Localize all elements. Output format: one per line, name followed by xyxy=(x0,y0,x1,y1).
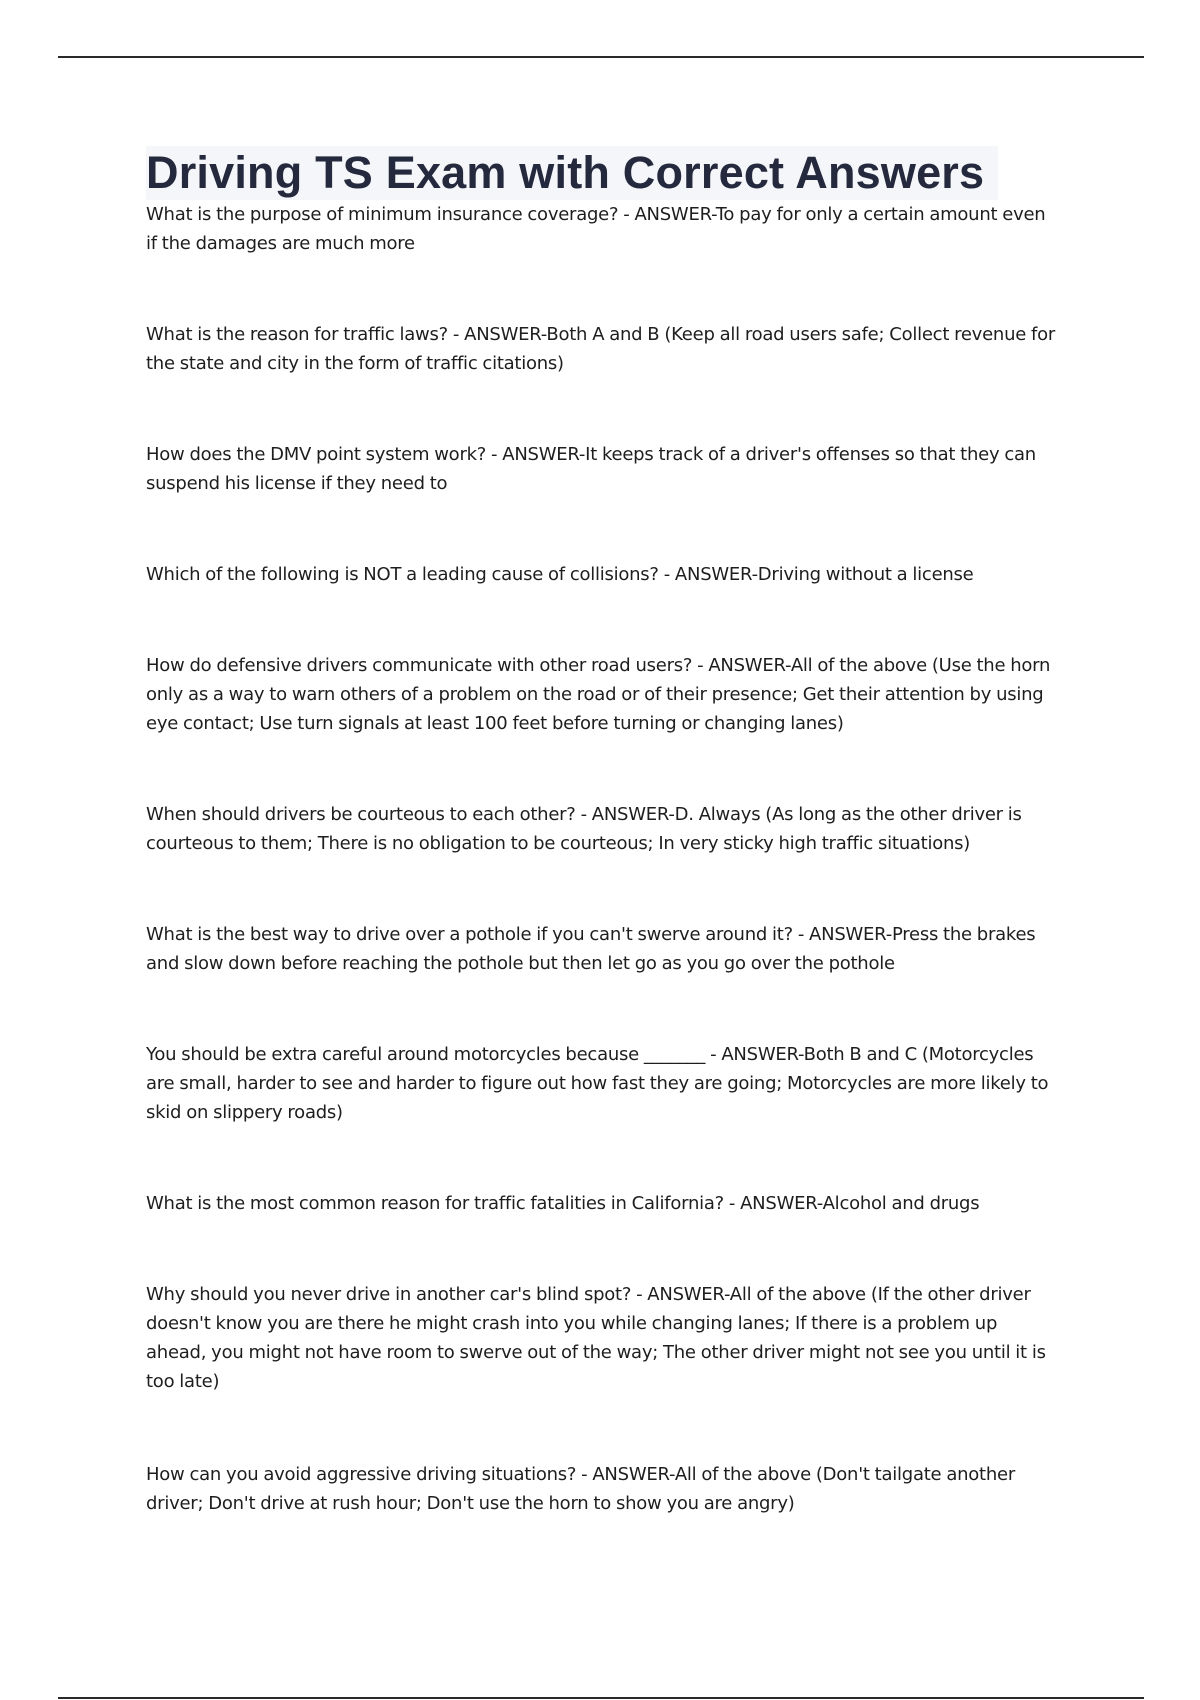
header-rule xyxy=(58,56,1144,58)
document-title: Driving TS Exam with Correct Answers xyxy=(146,146,998,200)
qa-item: When should drivers be courteous to each other? - ANSWER-D. Always (As long as the other driver is courteous to them; There is no obligation to be courteous; In very sticky high traffic situations) xyxy=(146,804,1022,854)
qa-item: What is the purpose of minimum insurance coverage? - ANSWER-To pay for only a certain amount even if the damages are much more xyxy=(146,204,1046,254)
document-body xyxy=(146,146,1058,1580)
qa-item: How does the DMV point system work? - ANSWER-It keeps track of a driver's offenses so that they can suspend his license if they need to xyxy=(146,444,1036,494)
qa-item: You should be extra careful around motorcycles because _______ - ANSWER-Both B and C (Motorcycles are small, harder to see and harder to figure out how fast they are going; Motorcycles are more likely to skid on slippery roads) xyxy=(146,1044,1049,1123)
qa-item: What is the best way to drive over a pothole if you can't swerve around it? - ANSWER-Press the brakes and slow down before reaching the pothole but then let go as you go over the pothole xyxy=(146,924,1036,974)
qa-item: Which of the following is NOT a leading cause of collisions? - ANSWER-Driving without a license xyxy=(146,564,974,585)
qa-list xyxy=(146,200,1058,1580)
qa-item: What is the reason for traffic laws? - ANSWER-Both A and B (Keep all road users safe; Collect revenue for the state and city in the form of traffic citations) xyxy=(146,324,1056,374)
qa-item: How can you avoid aggressive driving situations? - ANSWER-All of the above (Don't tailgate another driver; Don't drive at rush hour; Don't use the horn to show you are angry) xyxy=(146,1464,1015,1514)
footer-rule xyxy=(58,1697,1144,1699)
qa-item: How do defensive drivers communicate with other road users? - ANSWER-All of the above (Use the horn only as a way to warn others of a problem on the road or of their presence; Get their attention by using eye contact; Use turn signals at least 100 feet before turning or changing lanes) xyxy=(146,655,1051,734)
qa-item: Why should you never drive in another car's blind spot? - ANSWER-All of the above (If the other driver doesn't know you are there he might crash into you while changing lanes; If there is a problem up ahead, you might not have room to swerve out of the way; The other driver might not see you until it is too late) xyxy=(146,1284,1046,1392)
qa-item: What is the most common reason for traffic fatalities in California? - ANSWER-Alcohol and drugs xyxy=(146,1193,980,1214)
